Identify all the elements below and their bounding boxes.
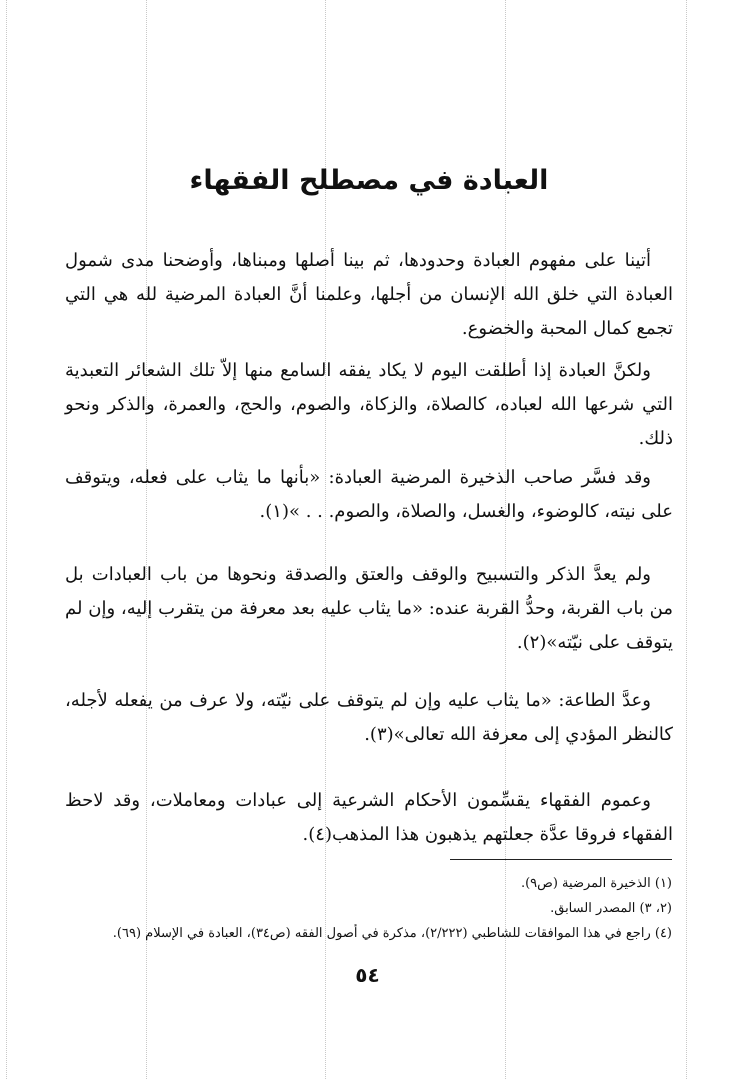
footnote-1: (١) الذخيرة المرضية (ص٩).: [520, 876, 672, 891]
footnote-separator: [450, 859, 672, 860]
paragraph-6: وعموم الفقهاء يقسِّمون الأحكام الشرعية إلى عبادات ومعاملات، وقد لاحظ الفقهاء فروقا عدَّة جعلتهم يذهبون هذا المذهب(٤).: [65, 790, 673, 845]
paragraph-2: ولكنَّ العبادة إذا أطلقت اليوم لا يكاد يفقه السامع منها إلاّ تلك الشعائر التعبدية التي شرعها الله لعباده، كالصلاة، والزكاة، والصوم، والحج، والعمرة، والذكر ونحو ذلك.: [65, 360, 673, 449]
scan-line: [686, 0, 687, 1079]
footnote-2: (٢، ٣) المصدر السابق.: [550, 901, 672, 916]
scan-line: [6, 0, 7, 1079]
footnote-3: (٤) راجع في هذا الموافقات للشاطبي (٢/٢٢٢)، مذكرة في أصول الفقه (ص٣٤)، العبادة في الإسلام (٦٩).: [112, 926, 672, 941]
paragraph-4: ولم يعدَّ الذكر والتسبيح والوقف والعتق والصدقة ونحوها من باب العبادات بل من باب القربة، وحدُّ القربة عنده: «ما يثاب عليه بعد معرفة من يتقرب إليه، وإن لم يتوقف على نيّته»(٢).: [65, 564, 673, 653]
paragraph-3: وقد فسَّر صاحب الذخيرة المرضية العبادة: «بأنها ما يثاب على فعله، ويتوقف على نيته، كالوضوء، والغسل، والصلاة، والصوم. . . »(١).: [65, 467, 673, 522]
paragraph-1: أتينا على مفهوم العبادة وحدودها، ثم بينا أصلها ومبناها، وأوضحنا مدى شمول العبادة التي خلق الله الإنسان من أجلها، وعلمنا أنَّ العبادة المرضية لله هي التي تجمع كمال المحبة والخضوع.: [65, 250, 673, 339]
paragraph-5: وعدَّ الطاعة: «ما يثاب عليه وإن لم يتوقف على نيّته، ولا عرف من يفعله لأجله، كالنظر المؤدي إلى معرفة الله تعالى»(٣).: [65, 690, 673, 745]
page-number: ٥٤: [355, 963, 380, 987]
page-title: العبادة في مصطلح الفقهاء: [189, 165, 549, 196]
